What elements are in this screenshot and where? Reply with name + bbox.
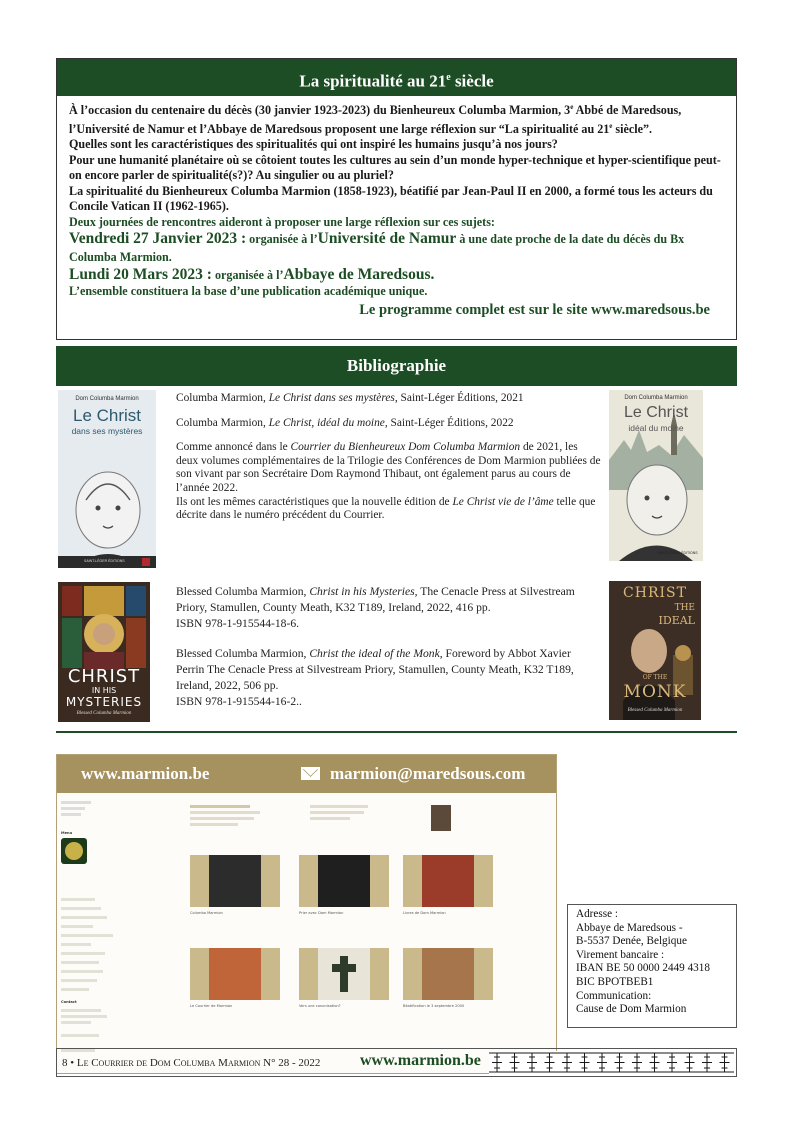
- bic: BIC BPOTBEB1: [576, 975, 654, 988]
- cover-author: Blessed Columba Marmion: [76, 711, 132, 716]
- screenshot-header: [190, 805, 266, 829]
- date2: Lundi 20 Mars 2023 :: [69, 266, 212, 284]
- publisher: , Foreword by Abbot Xavier Perrin The Cenacle Press at Silvestream Priory, Stamullen, County Meath, K32 T189, Ireland, 2022, 506 pp.: [176, 647, 574, 692]
- website-screenshot: [57, 793, 556, 1073]
- note2-a: Ils ont les mêmes caractéristiques que la nouvelle édition de: [176, 495, 453, 508]
- cover-title: Le Christ: [72, 406, 142, 425]
- publisher: , Saint-Léger Éditions, 2022: [384, 416, 514, 429]
- cover-title-2: IN HIS: [91, 686, 117, 695]
- book-title: Le Christ, idéal du moine: [268, 416, 385, 429]
- p1b: Abbé de Maredsous, l’Université de Namur et l’Abbaye de Maredsous proposent une large réflexion sur “La spiritualité au 21: [69, 103, 682, 136]
- bibliography-title: Bibliographie: [56, 346, 737, 386]
- date1-place: Université de Namur: [317, 230, 457, 248]
- decorative-pattern-icon: [489, 1051, 734, 1074]
- author: Blessed Columba Marmion,: [176, 647, 310, 660]
- side-line: [61, 807, 85, 810]
- spirituality-title: [57, 59, 736, 96]
- section-divider: [56, 731, 737, 733]
- event-namur: [69, 230, 724, 266]
- paragraph-question: Quelles sont les caractéristiques des spiritualités qui ont inspiré les humains jusqu’à nos jours?: [69, 137, 558, 152]
- bank-label: Virement bancaire :: [576, 948, 665, 961]
- bib-entries-fr: [176, 392, 602, 534]
- publisher: , Saint-Léger Éditions, 2021: [394, 392, 524, 404]
- note-b: de 2021, les deux volumes complémentaires de la Trilogie des Conférences de Dom Marmion publiées de son vivant par son Secrétaire Dom Raymond Thibaut, ont également parus au cours de l’année 2022.: [176, 441, 601, 494]
- date1: Vendredi 27 Janvier 2023 :: [69, 230, 247, 248]
- page-footer: [56, 1048, 737, 1077]
- thumb-caption-5[interactable]: Vers une canonisation?: [299, 1004, 341, 1008]
- bib-note-2: [176, 496, 602, 523]
- cover-title-3: MYSTERIES: [65, 695, 143, 709]
- thumb-4[interactable]: [190, 948, 280, 1000]
- bib-isbn-3: ISBN 978-1-915544-18-6.: [176, 617, 300, 630]
- email-text: marmion@maredsous.com: [330, 764, 526, 783]
- note-a: Comme annoncé dans le: [176, 441, 291, 454]
- cover-publisher: SAINT-LÉGER ÉDITIONS: [657, 551, 698, 555]
- website-panel: [56, 754, 557, 1074]
- cover-author: Blessed Columba Marmion: [627, 708, 683, 713]
- cover-publisher: SAINT-LÉGER ÉDITIONS: [84, 559, 125, 563]
- note-italic: Courrier du Bienheureux Dom Columba Marmion: [290, 441, 521, 454]
- website-header: [57, 755, 556, 793]
- address-box: [567, 904, 737, 1028]
- thumb-6[interactable]: [403, 948, 493, 1000]
- note2-b: telle que décrite dans le numéro précédent du Courrier.: [176, 495, 596, 522]
- page-label: 8 • Le Courrier de Dom Columba Marmion N° 28 - 2022: [62, 1057, 321, 1069]
- thumb-caption-1[interactable]: Columba Marmion: [190, 911, 223, 915]
- cover-title-1: CHRIST: [67, 666, 141, 687]
- book-cover-christ-mysteres: [58, 390, 156, 568]
- paragraph-marmion: La spiritualité du Bienheureux Columba Marmion (1858-1923), béatifié par Jean-Paul II en 2000, a formé tous les acteurs du Concile Vatican II (1962-1965).: [69, 183, 713, 214]
- envelope-icon: [301, 767, 320, 780]
- author: Columba Marmion,: [176, 416, 269, 429]
- side-line: [61, 801, 91, 804]
- cover-title: Le Christ: [623, 404, 689, 421]
- thumb-2[interactable]: [299, 855, 389, 907]
- communication-value: Cause de Dom Marmion: [576, 1003, 687, 1016]
- paragraph-meetings: Deux journées de rencontres aideront à proposer une large réflexion sur ces sujets:: [69, 214, 495, 229]
- book-cover-christ-in-his-mysteries: [58, 582, 150, 722]
- date2-small: organisée à l’: [211, 268, 284, 283]
- contact-label: Contact: [61, 1000, 77, 1004]
- communication-label: Communication:: [576, 989, 652, 1002]
- cover-title-5: MONK: [623, 682, 687, 702]
- thumb-3[interactable]: [403, 855, 493, 907]
- cover-subtitle: dans ses mystères: [71, 426, 143, 436]
- spirituality-body: [57, 96, 736, 318]
- spirituality-box: [56, 58, 737, 340]
- side-line: [61, 813, 81, 816]
- p1c: siècle”.: [612, 121, 653, 136]
- cover-title-3: IDEAL: [658, 614, 695, 627]
- book-cover-christ-ideal-moine: [609, 390, 703, 561]
- cover-title-2: THE: [674, 603, 695, 613]
- thumb-caption-6[interactable]: Béatification le 3 septembre 2000: [403, 1004, 465, 1008]
- paragraph-intro: [69, 100, 724, 137]
- book-title: Le Christ dans ses mystères: [268, 392, 395, 404]
- bib-entry-1: [176, 392, 602, 406]
- screenshot-sidebar: [61, 799, 141, 1069]
- bib-isbn-4: ISBN 978-1-915544-16-2..: [176, 695, 302, 708]
- event-maredsous: [69, 266, 724, 284]
- bib-entry-3: [176, 584, 602, 616]
- iban: IBAN BE 50 0000 2449 4318: [576, 962, 710, 975]
- p1sup2: e: [609, 121, 613, 130]
- book-cover-christ-ideal-monk: [609, 581, 701, 720]
- footer-url[interactable]: www.marmion.be: [360, 1052, 481, 1069]
- thumb-caption-2[interactable]: Prier avec Dom Marmion: [299, 911, 344, 915]
- date1-rest: à une date proche de la date du décès du Bx Columba Marmion.: [69, 232, 685, 265]
- thumb-5[interactable]: [299, 948, 389, 1000]
- title-text: La spiritualité au 21: [299, 71, 447, 91]
- logo-icon: [61, 838, 87, 864]
- paragraph-humanity: Pour une humanité planétaire où se côtoient toutes les cultures au sein d’un monde hyper-technique et hyper-scientifique peut-on encore parler de spiritualité(s?)? Au singulier ou au pluriel?: [69, 152, 721, 183]
- book-title: Christ the ideal of the Monk: [309, 647, 440, 660]
- cover-author: Dom Columba Marmion: [624, 395, 688, 401]
- title-sup: e: [446, 72, 451, 83]
- bib-note: [176, 441, 602, 495]
- side-menu-title: Menu: [61, 831, 73, 835]
- program-link[interactable]: Le programme complet est sur le site www.maredsous.be: [359, 301, 710, 318]
- thumb-caption-4[interactable]: Le Courrier de Marmion: [190, 1004, 233, 1008]
- paragraph-publication: L’ensemble constituera la base d’une publication académique unique.: [69, 284, 428, 299]
- website-url[interactable]: www.marmion.be: [81, 764, 210, 783]
- screenshot-header-2: [310, 805, 370, 829]
- address-label: Adresse :: [576, 908, 618, 920]
- book-title: Christ in his Mysteries,: [309, 585, 418, 598]
- bib-entries-en: [176, 584, 602, 721]
- date1-small: organisée à l’: [246, 232, 318, 247]
- cover-subtitle: idéal du moine: [628, 423, 684, 433]
- publisher: The Cenacle Press at Silvestream Priory, Stamullen, County Meath, K32 T189, Ireland, 2022, 416 pp.: [176, 585, 575, 614]
- address-line-1: Abbaye de Maredsous -: [576, 921, 683, 934]
- cover-author: Dom Columba Marmion: [75, 396, 139, 402]
- address-line-2: B-5537 Denée, Belgique: [576, 935, 687, 948]
- bib-entry-2: [176, 417, 602, 431]
- email-link[interactable]: [301, 755, 525, 793]
- p1sup: e: [570, 103, 574, 111]
- note2-italic: Le Christ vie de l’âme: [452, 495, 554, 508]
- author: Blessed Columba Marmion,: [176, 585, 310, 598]
- thumb-1[interactable]: [190, 855, 280, 907]
- cover-title-4: OF THE: [642, 674, 668, 681]
- title-end: siècle: [450, 71, 494, 91]
- screenshot-portrait: [431, 805, 451, 831]
- author: Columba Marmion,: [176, 392, 269, 404]
- thumb-caption-3[interactable]: Livres de Dom Marmion: [403, 911, 446, 915]
- side-links: [61, 898, 141, 991]
- p1a: À l’occasion du centenaire du décès (30 janvier 1923-2023) du Bienheureux Columba Marmion, 3: [69, 103, 571, 118]
- cover-title-1: CHRIST: [623, 585, 687, 601]
- bib-entry-4: [176, 646, 602, 694]
- date2-place: Abbaye de Maredsous.: [283, 266, 435, 284]
